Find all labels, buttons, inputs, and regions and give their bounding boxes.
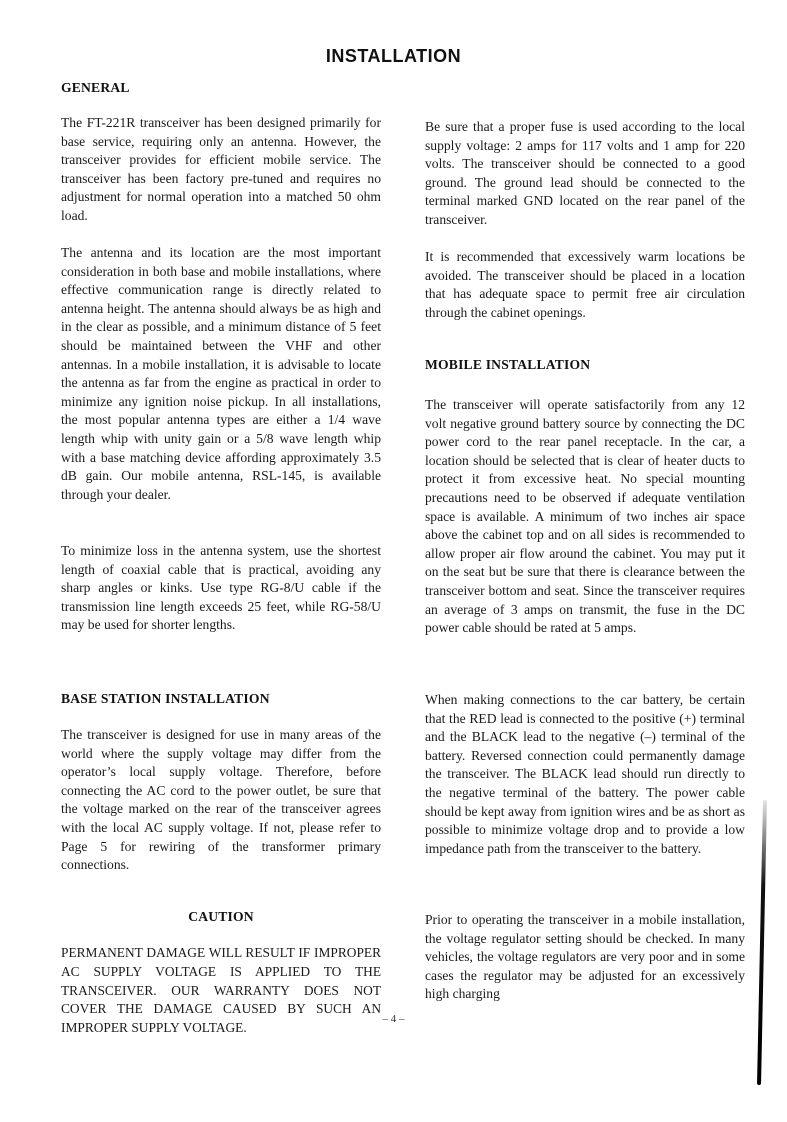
paragraph-coax-cable: To minimize loss in the antenna system, use the shortest length of coaxial cable that is practical, avoiding any sharp angles or kinks. Use type RG-8/U cable if the transmission line length exceeds 25 feet, while RG-58/U may be used for shorter lengths.	[61, 543, 381, 633]
paragraph-fuse: Be sure that a proper fuse is used according to the local supply voltage: 2 amps for 117 volts and 1 amp for 220 volts. The transceiver should be connected to a good ground. The ground lead should be connected to the terminal marked GND located on the rear panel of the transceiver.	[425, 119, 745, 227]
page-title: INSTALLATION	[325, 46, 462, 66]
paragraph-base-station: The transceiver is designed for use in many areas of the world where the supply voltage may differ from the operator’s local supply voltage. Therefore, before connecting the AC cord to the power outlet, be sure that the voltage marked on the rear of the transceiver agrees with the local AC supply voltage. If not, please refer to Page 5 for rewiring of the transformer primary connections.	[61, 727, 381, 873]
paragraph-battery-connections: When making connections to the car battery, be certain that the RED lead is connected to the positive (+) terminal and the BLACK lead to the negative (–) terminal of the battery. Reversed connection could permanently damage the transceiver. The BLACK lead should run directly to the negative terminal of the battery. The power cable should be kept away from ignition wires and be as short as possible to minimize voltage drop and to provide a low impedance path from the transceiver to the battery.	[425, 692, 745, 856]
heading-base-station: BASE STATION INSTALLATION	[61, 691, 270, 706]
paragraph-ventilation: It is recommended that excessively warm locations be avoided. The transceiver should be placed in a location that has adequate space to permit free air circulation through the cabinet openings.	[425, 249, 745, 320]
caution-text: PERMANENT DAMAGE WILL RESULT IF IMPROPER AC SUPPLY VOLTAGE IS APPLIED TO THE TRANSCEIVER. OUR WARRANTY DOES NOT COVER THE DAMAGE CAUSED BY SUCH AN IMPROPER SUPPLY VOLTAGE.	[61, 945, 381, 1036]
paragraph-mobile-intro: The transceiver will operate satisfactorily from any 12 volt negative ground battery source by connecting the DC power cord to the rear panel receptacle. In the car, a location should be selected that is clear of heater ducts to protect it from excessive heat. No special mounting precautions need to be observed if adequate ventilation space is available. A minimum of two inches air space above the cabinet top and on all sides is recommended to allow proper air flow around the cabinet. You may put it on the seat but be sure that there is clearance between the transceiver bottom and seat. Since the transceiver requires an average of 3 amps on transmit, the fuse in the DC power cable should be rated at 5 amps.	[425, 397, 745, 636]
scan-binding-mark	[757, 800, 767, 1085]
paragraph-voltage-regulator: Prior to operating the transceiver in a mobile installation, the voltage regulator setting should be checked. In many vehicles, the voltage regulators are very poor and in some cases the regulator may be adjusted for an excessively high charging	[425, 912, 745, 1002]
page-number: – 4 –	[382, 1013, 405, 1025]
paragraph-general-intro: The FT-221R transceiver has been designed primarily for base service, requiring only an antenna. However, the transceiver provides for efficient mobile service. The transceiver has been factory pre-tuned and requires no adjustment for normal operation into a matched 50 ohm load.	[61, 115, 381, 223]
heading-caution: CAUTION	[188, 909, 254, 924]
heading-general: GENERAL	[61, 80, 130, 95]
heading-mobile-installation: MOBILE INSTALLATION	[425, 357, 591, 372]
paragraph-antenna-location: The antenna and its location are the most important consideration in both base and mobile installations, where effective communication range is directly related to antenna height. The antenna should always be as high and in the clear as possible, and a minimum distance of 5 feet should be maintained between the VHF and other antennas. In a mobile installation, it is advisable to locate the antenna as far from the engine as practical in order to minimize any ignition noise pickup. In all installations, the most popular antenna types are either a 1/4 wave length whip with unity gain or a 5/8 wave length whip with a base matching device affording approximately 3.5 dB gain. Our mobile antenna, RSL-145, is available through your dealer.	[61, 245, 381, 502]
